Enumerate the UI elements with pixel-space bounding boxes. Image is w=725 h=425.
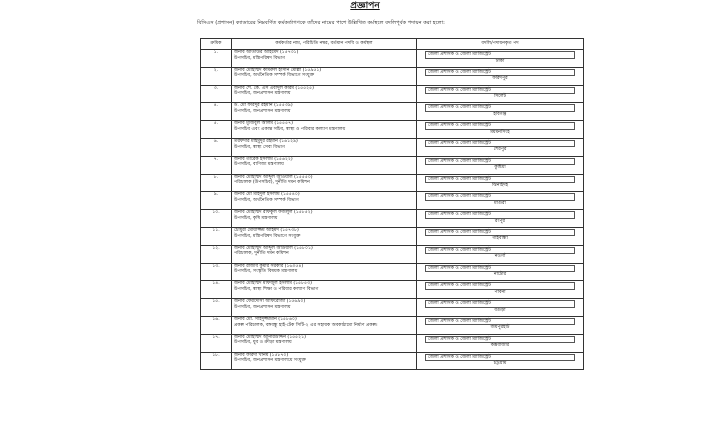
officer-name: জনাব মোহাম্মদ আব্দুল আউয়াল (১৫৮০১) — [234, 245, 313, 251]
table-row — [201, 50, 584, 68]
table-header-row — [201, 39, 584, 50]
row-serial: ৪. — [201, 103, 232, 121]
row-posting — [417, 210, 584, 228]
posting-place: কক্সবাজার — [490, 343, 510, 349]
posting-title: জেলা প্রশাসক ও জেলা ম্যাজিস্ট্রেট — [425, 229, 575, 237]
posting-title: জেলা প্রশাসক ও জেলা ম্যাজিস্ট্রেট — [425, 87, 575, 95]
posting-title: জেলা প্রশাসক ও জেলা ম্যাজিস্ট্রেট — [425, 140, 575, 148]
officer-name: জনাব মুজিবুল আলম (১৫৫৫৭) — [234, 121, 293, 127]
header-posting: বদলি/পদায়নকৃত পদ — [417, 39, 584, 50]
row-officer — [232, 156, 417, 174]
row-officer — [232, 299, 417, 317]
header-name: কর্মকর্তার নাম, পরিচিতি নম্বর, বর্তমান পদবি ও কর্মস্থল — [232, 39, 417, 50]
row-serial: ১০. — [201, 210, 232, 228]
row-posting — [417, 138, 584, 156]
posting-place: হবিগঞ্জ — [493, 111, 507, 117]
table-row — [201, 299, 584, 317]
table-row — [201, 121, 584, 139]
officer-detail: উপসচিব, স্বাস্থ্য শিক্ষা ও পরিবার কল্যাণ বিভাগ — [234, 286, 319, 292]
row-serial: ৬. — [201, 138, 232, 156]
row-posting — [417, 121, 584, 139]
row-serial: ১৭. — [201, 334, 232, 352]
officer-name: জনাব আতাউর আহমেদ (১৫৭৩১) — [234, 50, 299, 55]
posting-title: জেলা প্রশাসক ও জেলা ম্যাজিস্ট্রেট — [425, 104, 575, 112]
row-officer — [232, 192, 417, 210]
posting-place: গাইবান্ধা — [492, 236, 508, 242]
document-page — [160, 0, 570, 425]
officer-detail: উপসচিব এবং একান্ত সচিব, স্বাস্থ্য ও পরিবার কল্যাণ মন্ত্রণালয় — [234, 126, 346, 132]
posting-title: জেলা প্রশাসক ও জেলা ম্যাজিস্ট্রেট — [425, 282, 575, 290]
officer-name: জনাব মোহাম্মদ রফিকুল ফজলুল (১৫৮৫২) — [234, 210, 313, 216]
row-posting — [417, 103, 584, 121]
officer-name: চৌধুরী মোয়াজ্জম আহমদ (১৫৭৩৮) — [234, 227, 299, 233]
posting-place: পাবনা — [494, 289, 506, 295]
officer-detail: উপসচিব, কৃষি মন্ত্রণালয় — [234, 215, 278, 221]
row-officer — [232, 281, 417, 299]
row-serial: ১১. — [201, 227, 232, 245]
table-row — [201, 67, 584, 85]
posting-title: জেলা প্রশাসক ও জেলা ম্যাজিস্ট্রেট — [425, 211, 575, 219]
row-officer — [232, 50, 417, 68]
posting-title: জেলা প্রশাসক ও জেলা ম্যাজিস্ট্রেট — [425, 336, 575, 344]
row-serial: ১২. — [201, 245, 232, 263]
officer-detail: পরিচালক, দুর্নীতি দমন কমিশন — [234, 251, 289, 257]
row-posting — [417, 352, 584, 370]
row-serial: ৯. — [201, 192, 232, 210]
officer-name: জনাব মো. সাইদুজ্জামান (১৫৮৬০) — [234, 316, 297, 322]
posting-place: ঝিনাইদহ — [491, 183, 509, 189]
row-posting — [417, 85, 584, 103]
row-posting — [417, 334, 584, 352]
posting-place: বগুড়া — [494, 307, 506, 313]
officer-detail: উপসচিব, স্বাস্থ্য সেবা বিভাগ — [234, 144, 285, 150]
table-row — [201, 138, 584, 156]
row-officer — [232, 121, 417, 139]
posting-place: জয়পুরহাট — [490, 325, 510, 331]
table-row — [201, 192, 584, 210]
row-posting — [417, 156, 584, 174]
table-row — [201, 227, 584, 245]
posting-title: জেলা প্রশাসক ও জেলা ম্যাজিস্ট্রেট — [425, 158, 575, 166]
officer-name: জনাব মোহাম্মদ মফিজুল ইসলাম (১৫৮৫৩) — [234, 281, 312, 287]
posting-place: ময়মনসিংহ — [490, 129, 510, 135]
posting-title: জেলা প্রশাসক ও জেলা ম্যাজিস্ট্রেট — [425, 193, 575, 201]
posting-title: জেলা প্রশাসক ও জেলা ম্যাজিস্ট্রেট — [425, 69, 575, 77]
row-officer — [232, 210, 417, 228]
table-row — [201, 210, 584, 228]
officer-detail: উপসচিব, জনপ্রশাসন মন্ত্রণালয় — [234, 108, 291, 114]
row-officer — [232, 263, 417, 281]
row-officer — [232, 174, 417, 192]
posting-title: জেলা প্রশাসক ও জেলা ম্যাজিস্ট্রেট — [425, 176, 575, 184]
row-serial: ৫. — [201, 121, 232, 139]
row-serial: ১৬. — [201, 316, 232, 334]
table-row — [201, 245, 584, 263]
row-serial: ১৫. — [201, 299, 232, 317]
row-posting — [417, 245, 584, 263]
row-posting — [417, 227, 584, 245]
row-posting — [417, 263, 584, 281]
officer-name: জনাব ফরিদা খানম (১৫৮৭০) — [234, 352, 289, 358]
row-officer — [232, 316, 417, 334]
table-row — [201, 103, 584, 121]
posting-place: মাগুরা — [494, 200, 506, 206]
posting-place: চট্টগ্রাম — [493, 361, 507, 367]
table-row — [201, 316, 584, 334]
officer-detail: উপসচিব, জনপ্রশাসন মন্ত্রণালয় — [234, 91, 291, 97]
posting-place: শেরপুর — [493, 147, 507, 153]
row-serial: ১৮. — [201, 352, 232, 370]
row-posting — [417, 299, 584, 317]
row-serial: ৭. — [201, 156, 232, 174]
posting-title: জেলা প্রশাসক ও জেলা ম্যাজিস্ট্রেট — [425, 354, 575, 362]
officer-detail: পরিচালক (উপসচিব), দুর্নীতি দমন কমিশন — [234, 180, 310, 186]
officer-name: জনাব শে. কে. এস এবাদুল করিম (১৫৫২৫) — [234, 85, 314, 91]
posting-place: ঢাকা — [495, 58, 505, 64]
row-officer — [232, 103, 417, 121]
officer-name: জনাব মোহাম্মদ আনারউদ্দিন (১৫৫২১) — [234, 334, 306, 340]
table-row — [201, 156, 584, 174]
row-officer — [232, 352, 417, 370]
officer-detail: উপসচিব, জনপ্রশাসন মন্ত্রণালয় — [234, 304, 291, 310]
posting-place: কুষ্টিয়া — [494, 165, 506, 171]
table-row — [201, 281, 584, 299]
table-row — [201, 352, 584, 370]
transfer-table — [200, 38, 584, 370]
table-row — [201, 263, 584, 281]
officer-name: জনাব মো মহিদুল ইসলাম (১৫৫৪০) — [234, 192, 300, 198]
row-posting — [417, 50, 584, 68]
row-serial: ৮. — [201, 174, 232, 192]
officer-detail: উপসচিব, জনপ্রশাসন মন্ত্রণালয়ে সংযুক্ত — [234, 358, 306, 364]
row-posting — [417, 174, 584, 192]
posting-title: জেলা প্রশাসক ও জেলা ম্যাজিস্ট্রেট — [425, 265, 575, 273]
table-row — [201, 85, 584, 103]
officer-detail: উপসচিব, মন্ত্রিপরিষদ বিভাগ — [234, 55, 286, 61]
posting-title: জেলা প্রশাসক ও জেলা ম্যাজিস্ট্রেট — [425, 318, 575, 326]
officer-name: জনাব রাজীব কুমার সরকার (১৬০৫৪) — [234, 263, 304, 269]
officer-name: জনাব মোহাম্মদ কামরুল হাসান মোল্লা (১৫৯৫১) — [234, 67, 322, 73]
posting-title: জেলা প্রশাসক ও জেলা ম্যাজিস্ট্রেট — [425, 51, 575, 59]
posting-place: ফরিদপুর — [492, 76, 508, 82]
notice-intro: বিসিএস (প্রশাসন) ক্যাডারের নিম্নবর্ণিত কর্মকর্তাগণকে তাঁদের নামের পাশে উল্লিখিত কর্মস্থলে বদলিপূর্বক পদায়ন করা হলো: — [197, 20, 445, 26]
officer-detail: উপসচিব, অর্থনৈতিক সম্পর্ক বিভাগ — [234, 197, 299, 203]
posting-title: জেলা প্রশাসক ও জেলা ম্যাজিস্ট্রেট — [425, 247, 575, 255]
officer-detail: উপসচিব, সংস্কৃতি বিষয়ক মন্ত্রণালয় — [234, 269, 298, 275]
header-serial: ক্রমিক — [201, 39, 232, 50]
row-serial: ৩. — [201, 85, 232, 103]
posting-place: নাটোর — [493, 272, 507, 278]
posting-title: জেলা প্রশাসক ও জেলা ম্যাজিস্ট্রেট — [425, 122, 575, 130]
row-serial: ২. — [201, 67, 232, 85]
row-posting — [417, 281, 584, 299]
officer-detail: প্রকল্প পরিচালক, বঙ্গবন্ধু হাই-টেক সিটি-২ এর সহায়ক অবকাঠামো নির্মাণ প্রকল্প। — [234, 322, 378, 328]
officer-name: ড. মো ফরিদুর রহমান (১৫৫৩৯) — [234, 103, 293, 109]
posting-place: সিলেট — [493, 94, 507, 100]
row-officer — [232, 227, 417, 245]
row-officer — [232, 334, 417, 352]
table-row — [201, 334, 584, 352]
row-officer — [232, 85, 417, 103]
row-officer — [232, 138, 417, 156]
officer-detail: উপসচিব, বাণিজ্য মন্ত্রণালয় — [234, 162, 284, 168]
row-serial: ১৩. — [201, 263, 232, 281]
row-posting — [417, 192, 584, 210]
row-officer — [232, 245, 417, 263]
notice-heading: প্রজ্ঞাপন — [350, 1, 380, 11]
row-posting — [417, 316, 584, 334]
officer-name: জনাব মোহাম্মদ আব্দুল আওয়াল (১৫৫৫০) — [234, 174, 313, 180]
posting-place: রংপুর — [494, 218, 506, 224]
officer-name: জনাব ফেরদৌসী আফরোজা (১৫৬৯০) — [234, 299, 306, 305]
row-serial: ১৪. — [201, 281, 232, 299]
posting-place: নওগাঁ — [494, 254, 506, 260]
table-row — [201, 174, 584, 192]
officer-name: জনাব তারেক ইসলাম (১৫৬২২) — [234, 156, 293, 162]
row-serial: ১. — [201, 50, 232, 68]
row-posting — [417, 67, 584, 85]
officer-name: তরফদার মাহমুদুর রহমান (১৬১২৯) — [234, 138, 298, 144]
officer-detail: উপসচিব, অর্থনৈতিক সম্পর্ক বিভাগে সংযুক্ত — [234, 73, 315, 79]
officer-detail: উপসচিব, মন্ত্রিপরিষদ বিভাগে সংযুক্ত — [234, 233, 301, 239]
officer-detail: উপসচিব, যুব ও ক্রীড়া মন্ত্রণালয় — [234, 340, 292, 346]
row-officer — [232, 67, 417, 85]
posting-title: জেলা প্রশাসক ও জেলা ম্যাজিস্ট্রেট — [425, 300, 575, 308]
